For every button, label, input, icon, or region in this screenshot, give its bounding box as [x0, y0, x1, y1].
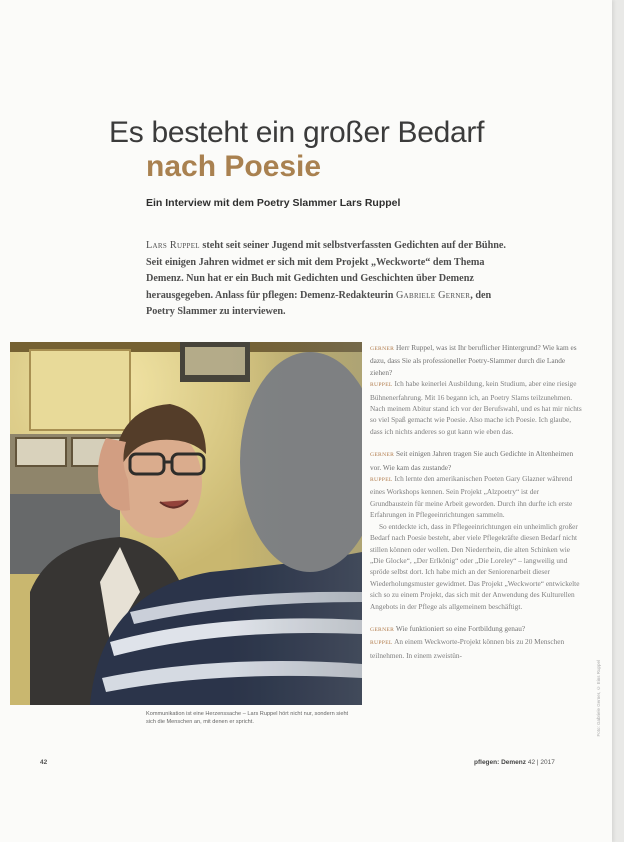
interview-column: [370, 342, 582, 672]
lead-text-1: steht seit seiner Jugend mit selbstverfassten Gedichten auf der Bühne. Seit einigen Jahren widmet er sich mit dem Projekt „Weckworte“ dem Thema Demenz. Nun hat er ein Buch mit Gedichten und Geschichten über Demenz herausgegeben. Anlass für pflegen: Demenz-Redakteurin: [146, 240, 506, 301]
interview-question: [370, 623, 582, 636]
interview-answer-continued: [370, 521, 582, 612]
photo-caption: Kommunikation ist eine Herzenssache – Lars Ruppel hört nicht nur, sondern sieht sich die Menschen an, mit denen er spricht.: [146, 711, 349, 725]
lead-author: Gabriele Gerner: [395, 289, 471, 301]
lead-paragraph: [146, 238, 518, 321]
interview-answer: [370, 473, 582, 521]
interview-text: So entdeckte ich, dass in Pflegeeinrichtungen ein unheimlich großer Bedarf nach Poesie besteht, aber viele Pflegekräfte diesen Bedarf nicht stillen können oder wollen. Den Niederrhein, die alten Schinken wie „Die Glocke“, „Der Erlkönig“ oder „Die Loreley“ – langweilig und spröde selbst dort. Ich habe mich an der Seniorenarbeit dieser Wiederholungsmuster gewidmet. Das Projekt „Weckworte“ entwickelte sich so zu einem Projekt, das sich mit der Anwendung des Kulturellen Angebots in der Pflege als allgemeinem beschäftigt.: [370, 521, 580, 611]
magazine-footer: [474, 759, 555, 766]
speaker-tag: GERNER: [370, 626, 395, 633]
interview-question: [370, 342, 582, 378]
interview-text: Seit einigen Jahren tragen Sie auch Gedichte in Altenheimen vor. Wie kam das zustande?: [370, 449, 574, 472]
magazine-issue: 42 | 2017: [527, 759, 555, 766]
photo-credit: Foto: Gabriele Gerner, © Eins Ruppel: [596, 660, 601, 737]
speaker-tag: RUPPEL: [370, 477, 393, 484]
lead-text-2: , den Poetry Slammer zu interviewen.: [146, 289, 492, 318]
speaker-tag: GERNER: [370, 346, 395, 352]
subheadline: Ein Interview mit dem Poetry Slammer Lars Ruppel: [146, 197, 401, 209]
photo-illustration: [10, 342, 362, 705]
interview-question: [370, 448, 582, 473]
headline-line-1: Es besteht ein großer Bedarf: [109, 116, 485, 149]
interview-answer: [370, 378, 582, 437]
lead-name: Lars Ruppel: [146, 240, 200, 251]
interview-photo: [10, 342, 362, 705]
speaker-tag: GERNER: [370, 452, 395, 459]
interview-answer: [370, 636, 582, 661]
interview-text: Wie funktioniert so eine Fortbildung genau?: [395, 623, 526, 633]
speaker-tag: RUPPEL: [370, 640, 393, 647]
magazine-name: pflegen: Demenz: [474, 759, 527, 766]
page-number: 42: [40, 759, 48, 766]
speaker-tag: RUPPEL: [370, 382, 393, 389]
interview-text: Ich lernte den amerikanischen Poeten Gary Glazner während eines Workshops kennen. Sein Projekt „Alzpoetry“ ist der Grundbaustein für meine Arbeit geworden. Durch ihn durfte ich erste Erfahrungen in Pflegeeinrichtungen sammeln.: [370, 474, 573, 520]
interview-text: Herr Ruppel, was ist Ihr beruflicher Hintergrund? Wie kam es dazu, dass Sie als professioneller Poetry-Slammer durch die Lande ziehen?: [370, 343, 577, 377]
interview-text: An einem Weckworte-Projekt können bis zu 20 Menschen teilnehmen. In einem zweistün-: [370, 637, 565, 660]
interview-text: Ich habe keinerlei Ausbildung, kein Studium, aber eine riesige Bühnenerfahrung. Mit 16 begann ich, an Poetry Slams teilzunehmen. Nach meinem Abitur stand ich vor der Berufswahl, und es hat mir nichts so viel Spaß gemacht wie Poesie. Also mache ich Poesie. Ich glaube, dass ich nichts anderes so gut kann wie eben das.: [370, 379, 582, 436]
headline-line-2: nach Poesie: [146, 150, 322, 183]
